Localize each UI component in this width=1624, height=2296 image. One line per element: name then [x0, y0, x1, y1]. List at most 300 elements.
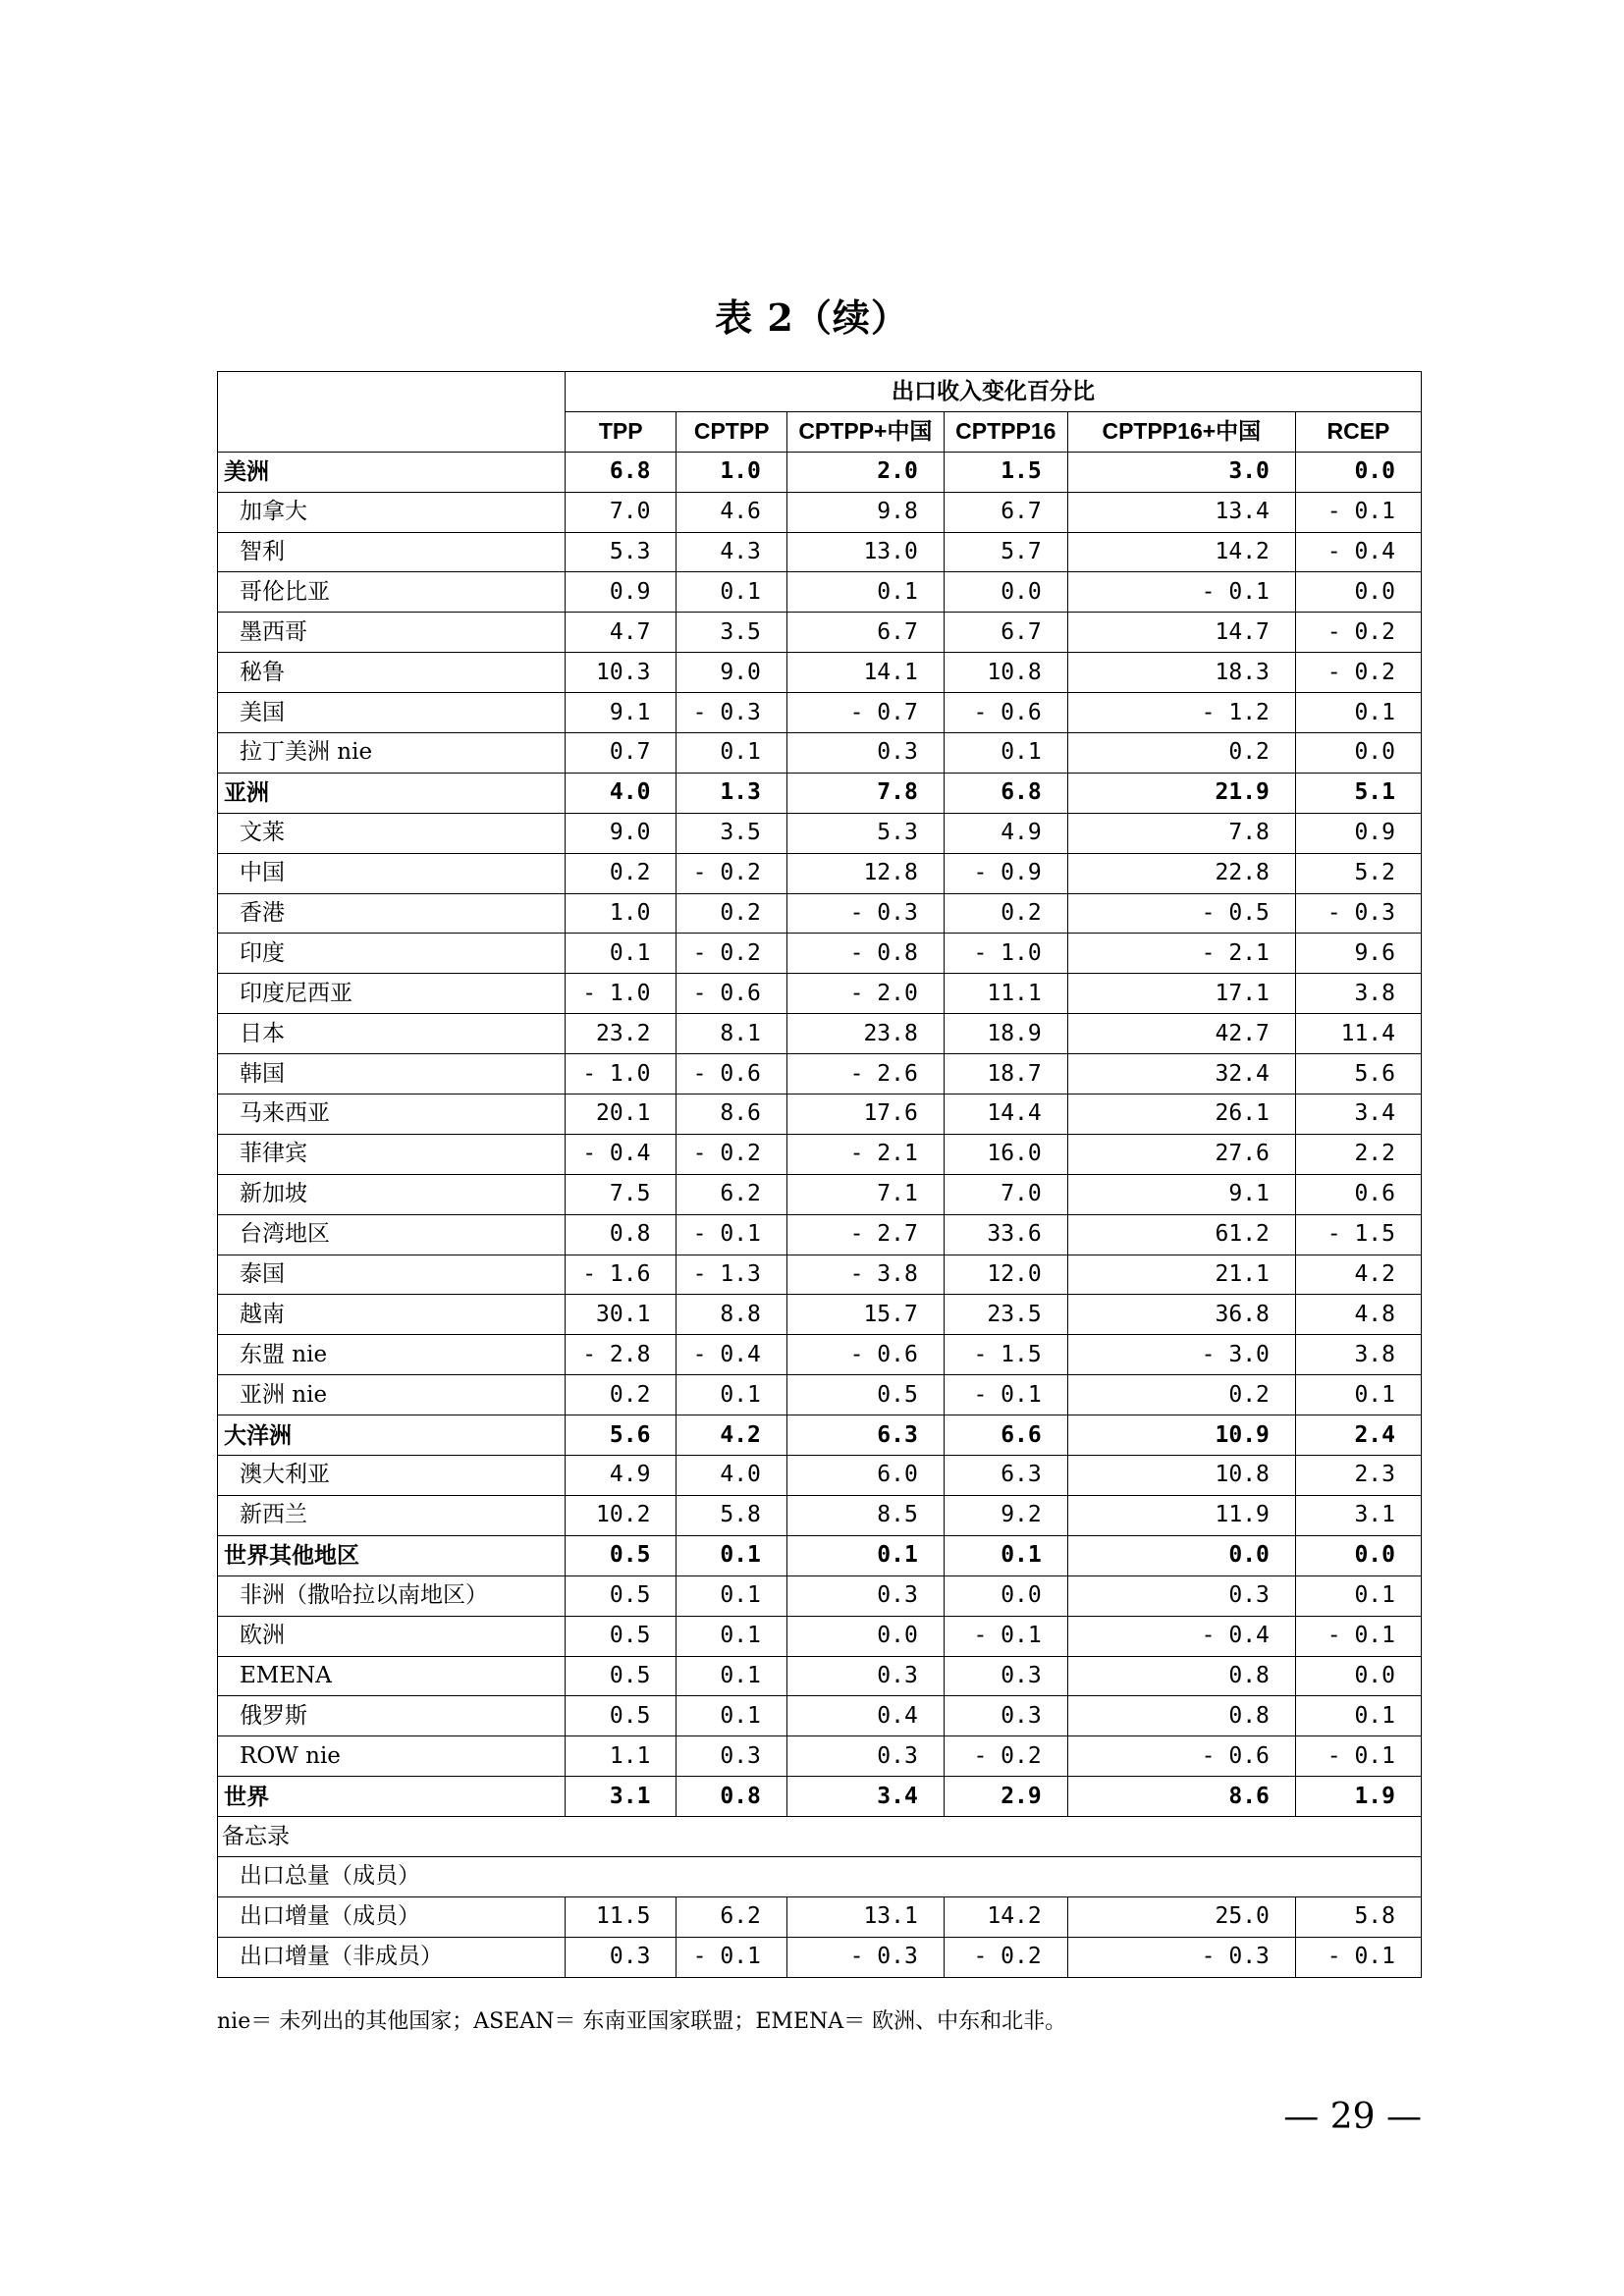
value-cell: - 0.6 [677, 974, 786, 1014]
region-row [218, 1777, 1422, 1817]
value-cell: 3.4 [1295, 1095, 1421, 1135]
value-cell: 4.9 [565, 1456, 677, 1496]
row-label: 哥伦比亚 [218, 572, 566, 613]
value-cell: 18.9 [944, 1014, 1067, 1054]
value-cell: - 0.2 [944, 1736, 1067, 1777]
value-cell: 7.1 [786, 1174, 944, 1214]
region-row [218, 1535, 1422, 1575]
value-cell: 14.4 [944, 1095, 1067, 1135]
row-label: 亚洲 nie [218, 1375, 566, 1415]
value-cell: - 0.1 [1295, 492, 1421, 532]
value-cell: - 0.5 [1067, 893, 1295, 934]
value-cell: 3.0 [1067, 452, 1295, 492]
row-label: EMENA [218, 1656, 566, 1696]
value-cell: 13.0 [786, 532, 944, 572]
value-cell: 6.8 [944, 773, 1067, 813]
value-cell: 10.8 [1067, 1456, 1295, 1496]
footnote: nie＝ 未列出的其他国家；ASEAN＝ 东南亚国家联盟；EMENA＝ 欧洲、中东和北非。 [217, 2009, 1067, 2034]
value-cell: 11.5 [565, 1896, 677, 1937]
value-cell: 3.8 [1295, 1335, 1421, 1375]
export-revenue-table [217, 371, 1422, 1978]
value-cell: 8.6 [1067, 1777, 1295, 1817]
row-label: 世界其他地区 [218, 1535, 566, 1575]
value-cell: 0.1 [677, 572, 786, 613]
value-cell: 0.5 [565, 1696, 677, 1736]
value-cell: 12.8 [786, 853, 944, 893]
value-cell: 0.0 [944, 572, 1067, 613]
value-cell: - 0.6 [1067, 1736, 1295, 1777]
row-label: 泰国 [218, 1255, 566, 1295]
value-cell: 3.5 [677, 813, 786, 853]
value-cell: 2.0 [786, 452, 944, 492]
value-cell: - 1.0 [565, 974, 677, 1014]
value-cell: 0.1 [786, 572, 944, 613]
row-label: 日本 [218, 1014, 566, 1054]
value-cell: 5.3 [565, 532, 677, 572]
row-label: 香港 [218, 893, 566, 934]
value-cell: - 3.8 [786, 1255, 944, 1295]
value-cell: - 0.3 [1295, 893, 1421, 934]
value-cell: 0.2 [565, 1375, 677, 1415]
row-label: 新西兰 [218, 1495, 566, 1535]
table-row [218, 572, 1422, 613]
value-cell: 8.6 [677, 1095, 786, 1135]
value-cell: - 0.4 [1067, 1616, 1295, 1656]
value-cell: 0.1 [944, 733, 1067, 774]
value-cell: 0.1 [1295, 1375, 1421, 1415]
value-cell: 0.1 [1295, 1696, 1421, 1736]
value-cell: 0.2 [1067, 1375, 1295, 1415]
value-cell: - 2.6 [786, 1054, 944, 1095]
row-label: 印度 [218, 934, 566, 974]
value-cell: - 0.4 [1295, 532, 1421, 572]
row-label: 澳大利亚 [218, 1456, 566, 1496]
value-cell: 0.1 [677, 1575, 786, 1616]
value-cell: 4.9 [944, 813, 1067, 853]
value-cell: 0.8 [677, 1777, 786, 1817]
region-row [218, 773, 1422, 813]
value-cell: 0.7 [565, 733, 677, 774]
value-cell: 0.8 [1067, 1696, 1295, 1736]
table-row [218, 733, 1422, 774]
value-cell: - 0.1 [677, 1214, 786, 1255]
value-cell: 4.2 [677, 1415, 786, 1456]
value-cell: 9.1 [1067, 1174, 1295, 1214]
value-cell: 3.8 [1295, 974, 1421, 1014]
value-cell: 0.3 [786, 1736, 944, 1777]
value-cell: 0.9 [565, 572, 677, 613]
table-row [218, 1696, 1422, 1736]
value-cell: 0.1 [677, 1656, 786, 1696]
value-cell: 61.2 [1067, 1214, 1295, 1255]
value-cell: 0.1 [1295, 693, 1421, 733]
value-cell: 26.1 [1067, 1095, 1295, 1135]
value-cell: 0.5 [786, 1375, 944, 1415]
value-cell: 1.1 [565, 1736, 677, 1777]
value-cell: 4.6 [677, 492, 786, 532]
value-cell: 6.6 [944, 1415, 1067, 1456]
value-cell: 0.1 [677, 1696, 786, 1736]
table-row [218, 1054, 1422, 1095]
value-cell: - 3.0 [1067, 1335, 1295, 1375]
value-cell: 23.8 [786, 1014, 944, 1054]
table-row [218, 1375, 1422, 1415]
value-cell: 0.1 [677, 733, 786, 774]
value-cell: 5.2 [1295, 853, 1421, 893]
value-cell: 11.1 [944, 974, 1067, 1014]
value-cell: 0.3 [565, 1937, 677, 1977]
value-cell: 10.8 [944, 653, 1067, 693]
value-cell: - 0.1 [944, 1616, 1067, 1656]
value-cell: 3.1 [1295, 1495, 1421, 1535]
value-cell: 9.0 [677, 653, 786, 693]
value-cell: - 0.2 [1295, 613, 1421, 653]
value-cell: 0.5 [565, 1656, 677, 1696]
column-header: CPTPP16+中国 [1067, 411, 1295, 452]
row-label: 马来西亚 [218, 1095, 566, 1135]
row-label: 墨西哥 [218, 613, 566, 653]
value-cell: 0.3 [1067, 1575, 1295, 1616]
memo-title: 备忘录 [218, 1817, 1422, 1857]
value-cell: 0.3 [786, 1575, 944, 1616]
table-row [218, 934, 1422, 974]
value-cell: 9.6 [1295, 934, 1421, 974]
value-cell: 4.0 [565, 773, 677, 813]
value-cell: 0.3 [944, 1696, 1067, 1736]
value-cell: 2.9 [944, 1777, 1067, 1817]
value-cell: 0.3 [944, 1656, 1067, 1696]
value-cell: - 2.1 [1067, 934, 1295, 974]
value-cell: 8.5 [786, 1495, 944, 1535]
value-cell: 0.0 [1295, 1535, 1421, 1575]
value-cell: - 2.7 [786, 1214, 944, 1255]
value-cell: - 0.1 [1067, 572, 1295, 613]
value-cell: - 0.2 [944, 1937, 1067, 1977]
value-cell: 0.5 [565, 1535, 677, 1575]
value-cell: 0.0 [1295, 572, 1421, 613]
value-cell: 3.4 [786, 1777, 944, 1817]
value-cell: 6.2 [677, 1896, 786, 1937]
column-header: RCEP [1295, 411, 1421, 452]
table-title: 表 2（续） [715, 295, 909, 340]
value-cell: 0.8 [565, 1214, 677, 1255]
value-cell: 5.8 [677, 1495, 786, 1535]
table-row [218, 1295, 1422, 1335]
value-cell: 0.9 [1295, 813, 1421, 853]
value-cell: 0.1 [677, 1616, 786, 1656]
value-cell: 6.7 [786, 613, 944, 653]
value-cell: 8.1 [677, 1014, 786, 1054]
column-header: TPP [565, 411, 677, 452]
table-row [218, 693, 1422, 733]
value-cell: 0.0 [944, 1575, 1067, 1616]
row-label: 非洲（撒哈拉以南地区） [218, 1575, 566, 1616]
value-cell: 5.6 [1295, 1054, 1421, 1095]
region-row [218, 1415, 1422, 1456]
row-label: 拉丁美洲 nie [218, 733, 566, 774]
value-cell: 1.5 [944, 452, 1067, 492]
row-label: 中国 [218, 853, 566, 893]
value-cell: 7.8 [1067, 813, 1295, 853]
value-cell: 30.1 [565, 1295, 677, 1335]
value-cell: 6.0 [786, 1456, 944, 1496]
row-label: 越南 [218, 1295, 566, 1335]
value-cell: 32.4 [1067, 1054, 1295, 1095]
value-cell: 7.8 [786, 773, 944, 813]
value-cell: 22.8 [1067, 853, 1295, 893]
region-row [218, 452, 1422, 492]
value-cell: 4.2 [1295, 1255, 1421, 1295]
value-cell: 23.2 [565, 1014, 677, 1054]
value-cell: 1.0 [565, 893, 677, 934]
memo-row [218, 1937, 1422, 1977]
value-cell: 4.7 [565, 613, 677, 653]
value-cell: 0.2 [677, 893, 786, 934]
value-cell: 4.0 [677, 1456, 786, 1496]
memo-row-label: 出口增量（非成员） [218, 1937, 566, 1977]
value-cell: 5.8 [1295, 1896, 1421, 1937]
value-cell: - 0.2 [1295, 653, 1421, 693]
value-cell: 4.3 [677, 532, 786, 572]
value-cell: 2.2 [1295, 1134, 1421, 1174]
row-label: 大洋洲 [218, 1415, 566, 1456]
table-row [218, 893, 1422, 934]
value-cell: 6.3 [786, 1415, 944, 1456]
value-cell: 0.5 [565, 1616, 677, 1656]
value-cell: 0.1 [944, 1535, 1067, 1575]
value-cell: - 0.2 [677, 1134, 786, 1174]
row-label: 台湾地区 [218, 1214, 566, 1255]
value-cell: 12.0 [944, 1255, 1067, 1295]
table-row [218, 1255, 1422, 1295]
value-cell: 1.0 [677, 452, 786, 492]
value-cell: - 0.2 [677, 934, 786, 974]
value-cell: - 0.8 [786, 934, 944, 974]
value-cell: 5.1 [1295, 773, 1421, 813]
value-cell: 17.1 [1067, 974, 1295, 1014]
value-cell: 0.0 [786, 1616, 944, 1656]
value-cell: 5.6 [565, 1415, 677, 1456]
value-cell: 20.1 [565, 1095, 677, 1135]
value-cell: - 2.8 [565, 1335, 677, 1375]
value-cell: 0.0 [1067, 1535, 1295, 1575]
value-cell: - 1.5 [1295, 1214, 1421, 1255]
value-cell: 11.4 [1295, 1014, 1421, 1054]
value-cell: - 0.1 [1295, 1736, 1421, 1777]
value-cell: 14.2 [1067, 532, 1295, 572]
value-cell: 0.3 [786, 733, 944, 774]
value-cell: 1.9 [1295, 1777, 1421, 1817]
value-cell: - 0.3 [1067, 1937, 1295, 1977]
row-label: 欧洲 [218, 1616, 566, 1656]
value-cell: 21.1 [1067, 1255, 1295, 1295]
row-label: 秘鲁 [218, 653, 566, 693]
table-row [218, 532, 1422, 572]
value-cell: 10.9 [1067, 1415, 1295, 1456]
value-cell: - 1.0 [565, 1054, 677, 1095]
row-label: 菲律宾 [218, 1134, 566, 1174]
table-row [218, 853, 1422, 893]
row-label: 世界 [218, 1777, 566, 1817]
value-cell: 16.0 [944, 1134, 1067, 1174]
value-cell: 18.7 [944, 1054, 1067, 1095]
value-cell: - 0.1 [1295, 1616, 1421, 1656]
table-row [218, 1335, 1422, 1375]
value-cell: 0.5 [565, 1575, 677, 1616]
value-cell: - 0.3 [677, 693, 786, 733]
column-header: CPTPP [677, 411, 786, 452]
table-row [218, 1214, 1422, 1255]
table-row [218, 492, 1422, 532]
value-cell: 36.8 [1067, 1295, 1295, 1335]
value-cell: 0.0 [1295, 452, 1421, 492]
value-cell: 6.2 [677, 1174, 786, 1214]
value-cell: 0.2 [565, 853, 677, 893]
memo-row [218, 1856, 1422, 1896]
value-cell: - 0.6 [944, 693, 1067, 733]
row-label: ROW nie [218, 1736, 566, 1777]
memo-row-label: 出口总量（成员） [218, 1856, 1422, 1896]
value-cell: 0.0 [1295, 733, 1421, 774]
table-row [218, 1616, 1422, 1656]
value-cell: - 2.0 [786, 974, 944, 1014]
row-label: 俄罗斯 [218, 1696, 566, 1736]
value-cell: 8.8 [677, 1295, 786, 1335]
value-cell: - 2.1 [786, 1134, 944, 1174]
value-cell: 0.2 [944, 893, 1067, 934]
value-cell: 5.3 [786, 813, 944, 853]
value-cell: 0.1 [1295, 1575, 1421, 1616]
table-row [218, 1575, 1422, 1616]
value-cell: 42.7 [1067, 1014, 1295, 1054]
value-cell: - 1.6 [565, 1255, 677, 1295]
column-header: CPTPP+中国 [786, 411, 944, 452]
value-cell: 9.2 [944, 1495, 1067, 1535]
row-label: 文莱 [218, 813, 566, 853]
value-cell: 7.5 [565, 1174, 677, 1214]
value-cell: 14.7 [1067, 613, 1295, 653]
value-cell: - 1.2 [1067, 693, 1295, 733]
table-row [218, 1134, 1422, 1174]
value-cell: 4.8 [1295, 1295, 1421, 1335]
value-cell: - 1.0 [944, 934, 1067, 974]
memo-title-row [218, 1817, 1422, 1857]
table-row [218, 813, 1422, 853]
value-cell: - 1.3 [677, 1255, 786, 1295]
header-corner-cell [218, 372, 566, 453]
value-cell: 13.1 [786, 1896, 944, 1937]
value-cell: - 0.3 [786, 1937, 944, 1977]
value-cell: - 0.4 [565, 1134, 677, 1174]
value-cell: 6.7 [944, 492, 1067, 532]
value-cell: 0.4 [786, 1696, 944, 1736]
value-cell: 0.1 [786, 1535, 944, 1575]
value-cell: 0.1 [677, 1375, 786, 1415]
memo-row [218, 1896, 1422, 1937]
value-cell: 0.0 [1295, 1656, 1421, 1696]
value-cell: 1.3 [677, 773, 786, 813]
value-cell: 21.9 [1067, 773, 1295, 813]
value-cell: - 0.1 [677, 1937, 786, 1977]
value-cell: - 1.5 [944, 1335, 1067, 1375]
value-cell: 5.7 [944, 532, 1067, 572]
value-cell: 23.5 [944, 1295, 1067, 1335]
value-cell: 25.0 [1067, 1896, 1295, 1937]
column-header: CPTPP16 [944, 411, 1067, 452]
value-cell: - 0.9 [944, 853, 1067, 893]
table-row [218, 653, 1422, 693]
value-cell: 3.1 [565, 1777, 677, 1817]
table-row [218, 1174, 1422, 1214]
value-cell: 9.1 [565, 693, 677, 733]
value-cell: 17.6 [786, 1095, 944, 1135]
value-cell: 10.3 [565, 653, 677, 693]
row-label: 韩国 [218, 1054, 566, 1095]
value-cell: 0.8 [1067, 1656, 1295, 1696]
table-row [218, 1456, 1422, 1496]
value-cell: - 0.7 [786, 693, 944, 733]
value-cell: 27.6 [1067, 1134, 1295, 1174]
value-cell: - 0.3 [786, 893, 944, 934]
value-cell: 13.4 [1067, 492, 1295, 532]
value-cell: 0.3 [786, 1656, 944, 1696]
row-label: 智利 [218, 532, 566, 572]
page-number: — 29 — [1283, 2097, 1422, 2137]
value-cell: 11.9 [1067, 1495, 1295, 1535]
group-header: 出口收入变化百分比 [565, 372, 1421, 412]
value-cell: 9.0 [565, 813, 677, 853]
value-cell: - 0.2 [677, 853, 786, 893]
value-cell: - 0.4 [677, 1335, 786, 1375]
table-row [218, 1656, 1422, 1696]
value-cell: 33.6 [944, 1214, 1067, 1255]
memo-row-label: 出口增量（成员） [218, 1896, 566, 1937]
value-cell: 15.7 [786, 1295, 944, 1335]
row-label: 加拿大 [218, 492, 566, 532]
row-label: 新加坡 [218, 1174, 566, 1214]
value-cell: 6.8 [565, 452, 677, 492]
row-label: 美洲 [218, 452, 566, 492]
row-label: 美国 [218, 693, 566, 733]
value-cell: 6.3 [944, 1456, 1067, 1496]
value-cell: - 0.1 [944, 1375, 1067, 1415]
value-cell: 18.3 [1067, 653, 1295, 693]
value-cell: 10.2 [565, 1495, 677, 1535]
table-row [218, 1014, 1422, 1054]
value-cell: 14.2 [944, 1896, 1067, 1937]
table-row [218, 1736, 1422, 1777]
row-label: 东盟 nie [218, 1335, 566, 1375]
table-row [218, 613, 1422, 653]
value-cell: 3.5 [677, 613, 786, 653]
value-cell: - 0.1 [1295, 1937, 1421, 1977]
row-label: 印度尼西亚 [218, 974, 566, 1014]
table-row [218, 1095, 1422, 1135]
value-cell: 0.1 [565, 934, 677, 974]
value-cell: 0.1 [677, 1535, 786, 1575]
value-cell: 0.6 [1295, 1174, 1421, 1214]
value-cell: 2.4 [1295, 1415, 1421, 1456]
value-cell: 9.8 [786, 492, 944, 532]
value-cell: 2.3 [1295, 1456, 1421, 1496]
table-row [218, 974, 1422, 1014]
value-cell: 7.0 [565, 492, 677, 532]
value-cell: - 0.6 [786, 1335, 944, 1375]
value-cell: 7.0 [944, 1174, 1067, 1214]
table-row [218, 1495, 1422, 1535]
value-cell: 6.7 [944, 613, 1067, 653]
value-cell: 0.2 [1067, 733, 1295, 774]
